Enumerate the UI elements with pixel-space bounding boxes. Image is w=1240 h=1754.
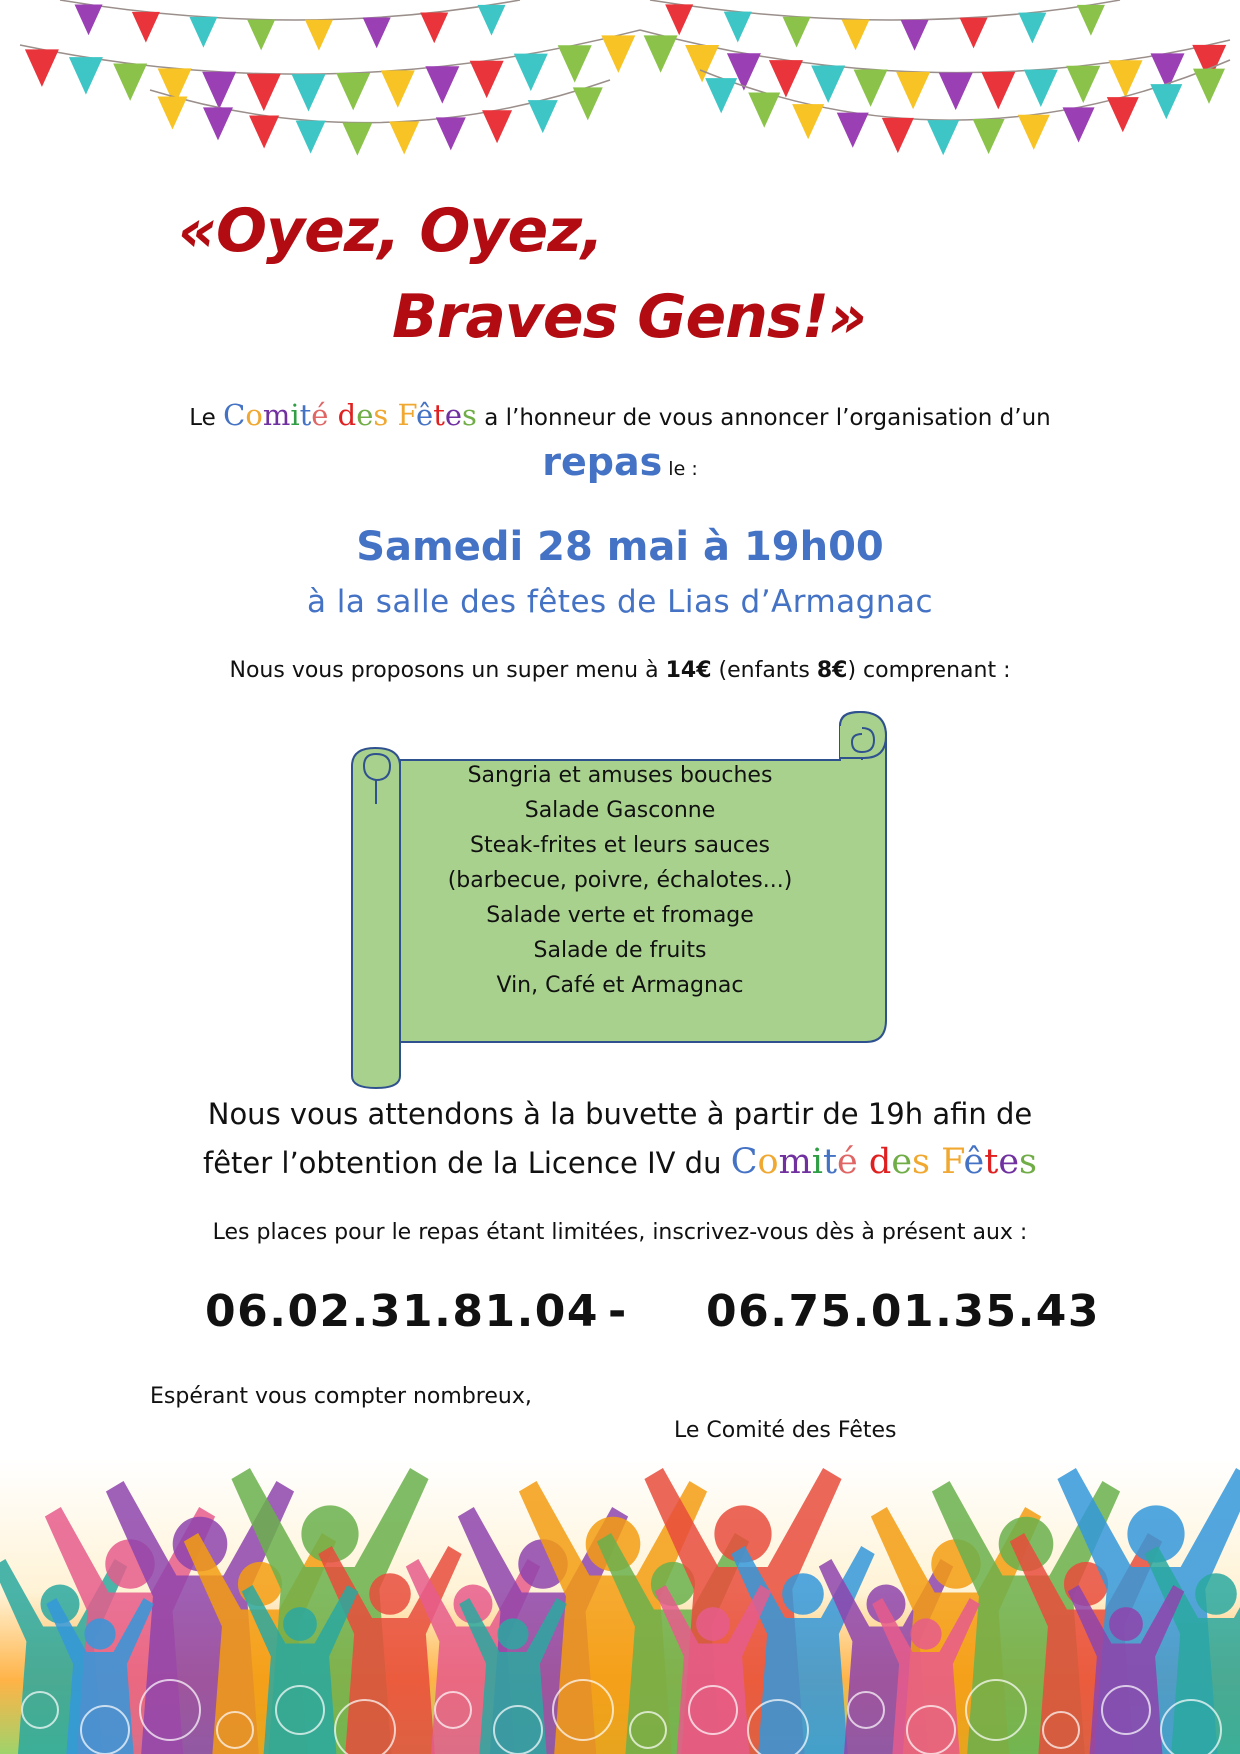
- bunting-flag: [558, 45, 592, 82]
- menu-intro-part3: ) comprenant :: [847, 658, 1011, 683]
- title-line-1: «Oyez, Oyez,: [178, 196, 603, 266]
- menu-item: Sangria et amuses bouches: [467, 763, 773, 788]
- bunting-flag: [292, 74, 326, 111]
- bunting-flags: [20, 0, 1230, 156]
- bunting-flag: [724, 12, 752, 43]
- bunting-flag: [342, 123, 372, 156]
- bunting-flag: [436, 117, 466, 150]
- bunting-flag: [1193, 69, 1225, 104]
- bunting-flag: [514, 54, 548, 91]
- menu-intro-part1: Nous vous proposons un super menu à: [229, 658, 666, 683]
- bunting-flag: [528, 100, 558, 133]
- comite-letter: é: [311, 398, 329, 432]
- comite-letter: ê: [963, 1142, 985, 1182]
- comite-letter: ê: [416, 398, 434, 432]
- bunting-flag: [1108, 60, 1142, 97]
- bunting-flag: [425, 66, 459, 103]
- comite-letter: s: [462, 398, 477, 432]
- bunting-flag: [901, 20, 929, 51]
- intro-text: [0, 398, 1240, 432]
- bunting-flag: [1107, 97, 1139, 132]
- bunting-flag: [470, 61, 504, 98]
- celebrating-crowd-illustration: [0, 1460, 1240, 1754]
- menu-item: Steak-frites et leurs sauces: [469, 833, 771, 858]
- comite-letter: i: [811, 1142, 823, 1182]
- bunting-flag: [882, 118, 914, 153]
- bunting-flag: [1063, 107, 1095, 142]
- bunting-flag: [1024, 70, 1058, 107]
- comite-letter: s: [1019, 1142, 1037, 1182]
- comite-name-colored: [223, 398, 477, 432]
- bunting-flag: [1018, 115, 1050, 150]
- comite-letter: t: [984, 1142, 999, 1182]
- comite-letter: e: [998, 1142, 1020, 1182]
- comite-letter: F: [941, 1142, 964, 1182]
- menu-child-price: 8€: [816, 658, 848, 683]
- comite-letter: t: [433, 398, 445, 432]
- crowd-figure-head: [497, 1618, 528, 1649]
- registration-text: Les places pour le repas étant limitées, inscrivez-vous dès à présent aux :: [212, 1220, 1028, 1245]
- comite-letter: d: [868, 1142, 892, 1182]
- bunting-flag: [1077, 5, 1105, 36]
- menu-intro-part2: (enfants: [711, 658, 817, 683]
- bunting-flag: [769, 60, 803, 97]
- bunting-flag: [896, 72, 930, 109]
- bunting-flag: [939, 73, 973, 110]
- crowd-figure-head: [1109, 1607, 1143, 1641]
- comite-letter: C: [730, 1142, 758, 1182]
- comite-letter: C: [223, 398, 246, 432]
- title-line-2: Braves Gens!»: [392, 282, 866, 352]
- bunting-flag: [75, 4, 103, 35]
- bunting-flag: [482, 110, 512, 143]
- bunting-flag: [644, 35, 678, 72]
- bunting-flag: [296, 121, 326, 154]
- repas-suffix: le :: [662, 458, 698, 480]
- comite-letter: s: [373, 398, 389, 432]
- comite-letter: t: [822, 1142, 838, 1182]
- closing-greeting: Espérant vous compter nombreux,: [150, 1384, 532, 1409]
- bunting-flag: [1018, 13, 1046, 44]
- bunting-flag: [25, 49, 59, 86]
- bunting-flag: [249, 115, 279, 148]
- bunting-flag: [573, 87, 603, 120]
- bunting-flag: [854, 69, 888, 106]
- bunting-flag: [665, 4, 693, 35]
- comite-letter: d: [337, 398, 357, 432]
- menu-item: Salade verte et fromage: [486, 903, 754, 928]
- event-date: Samedi 28 mai à 19h00: [356, 524, 884, 570]
- bunting-flag: [601, 35, 635, 72]
- bunting-flag: [381, 70, 415, 107]
- phone-number-2: 06.75.01.35.43: [706, 1286, 1101, 1337]
- crowd-figure-head: [283, 1607, 317, 1641]
- comite-letter: m: [778, 1142, 812, 1182]
- bunting-flag: [1150, 84, 1182, 119]
- menu-intro: [0, 658, 1240, 683]
- menu-item: Vin, Café et Armagnac: [496, 973, 744, 998]
- bunting-flag: [973, 119, 1005, 154]
- bunting-flag: [927, 120, 959, 155]
- buvette-line-2-prefix: fêter l’obtention de la Licence IV du: [202, 1146, 731, 1180]
- repas-word: repas: [542, 440, 663, 484]
- bunting-flag: [420, 12, 448, 43]
- comite-letter: m: [262, 398, 291, 432]
- menu-price: 14€: [665, 658, 712, 683]
- bunting-flag: [305, 20, 333, 51]
- bunting-flag: [336, 73, 370, 110]
- bunting-flag: [960, 18, 988, 49]
- bunting-flag: [247, 20, 275, 51]
- menu-list: [400, 758, 840, 1003]
- comite-letter: é: [837, 1142, 858, 1182]
- bunting-flag: [363, 17, 391, 48]
- phone-number-1: 06.02.31.81.04: [205, 1286, 600, 1337]
- comite-letter: s: [912, 1142, 930, 1182]
- signature: Le Comité des Fêtes: [674, 1418, 897, 1443]
- bunting-flag: [981, 72, 1015, 109]
- bunting-flag: [685, 45, 719, 82]
- comite-letter: e: [444, 398, 463, 432]
- crowd-figure-head: [369, 1573, 411, 1615]
- bunting-flag: [132, 12, 160, 43]
- intro-suffix: a l’honneur de vous annoncer l’organisation d’un: [476, 405, 1051, 431]
- comite-letter: e: [891, 1142, 913, 1182]
- repas-line: [0, 440, 1240, 484]
- bunting-flag: [792, 104, 824, 139]
- event-place: à la salle des fêtes de Lias d’Armagnac: [306, 584, 934, 620]
- crowd-figure-head: [782, 1573, 824, 1615]
- comite-letter: e: [356, 398, 374, 432]
- intro-prefix: Le: [189, 405, 224, 431]
- bunting-flag: [811, 66, 845, 103]
- bunting-flag: [389, 122, 419, 155]
- menu-item: Salade Gasconne: [524, 798, 716, 823]
- bunting-flag: [203, 107, 233, 140]
- bunting-flags-illustration: [0, 0, 1240, 190]
- bunting-flag: [202, 72, 236, 109]
- bunting-flag: [842, 20, 870, 51]
- comite-letter: o: [757, 1142, 779, 1182]
- comite-letter: [930, 1142, 941, 1182]
- comite-letter: o: [245, 398, 263, 432]
- bunting-flag: [69, 57, 103, 94]
- comite-name-colored: [731, 1142, 1037, 1182]
- menu-item: Salade de fruits: [533, 938, 707, 963]
- bunting-flag: [1066, 66, 1100, 103]
- bunting-flag: [157, 96, 187, 129]
- buvette-line-1: Nous vous attendons à la buvette à partir de 19h afin de: [207, 1097, 1033, 1131]
- bunting-flag: [247, 74, 281, 111]
- crowd-figure-head: [1195, 1573, 1237, 1615]
- bunting-flag: [189, 17, 217, 48]
- bunting-flag: [705, 78, 737, 113]
- bunting-flag: [113, 64, 147, 101]
- comite-letter: [858, 1142, 869, 1182]
- buvette-message: [0, 1090, 1240, 1187]
- crowd-figure-head: [910, 1618, 941, 1649]
- phone-separator: -: [608, 1286, 628, 1337]
- crowd-figure-head: [696, 1607, 730, 1641]
- comite-letter: [328, 398, 337, 432]
- comite-letter: [388, 398, 397, 432]
- bunting-flag: [748, 93, 780, 128]
- bunting-flag: [837, 113, 869, 148]
- comite-letter: F: [397, 398, 417, 432]
- buvette-line-2: [0, 1138, 1240, 1187]
- bunting-flag: [478, 5, 506, 36]
- comite-letter: i: [290, 398, 300, 432]
- menu-item: (barbecue, poivre, échalotes...): [447, 868, 793, 893]
- comite-letter: t: [299, 398, 312, 432]
- bunting-flag: [783, 17, 811, 48]
- crowd-figure-head: [84, 1618, 115, 1649]
